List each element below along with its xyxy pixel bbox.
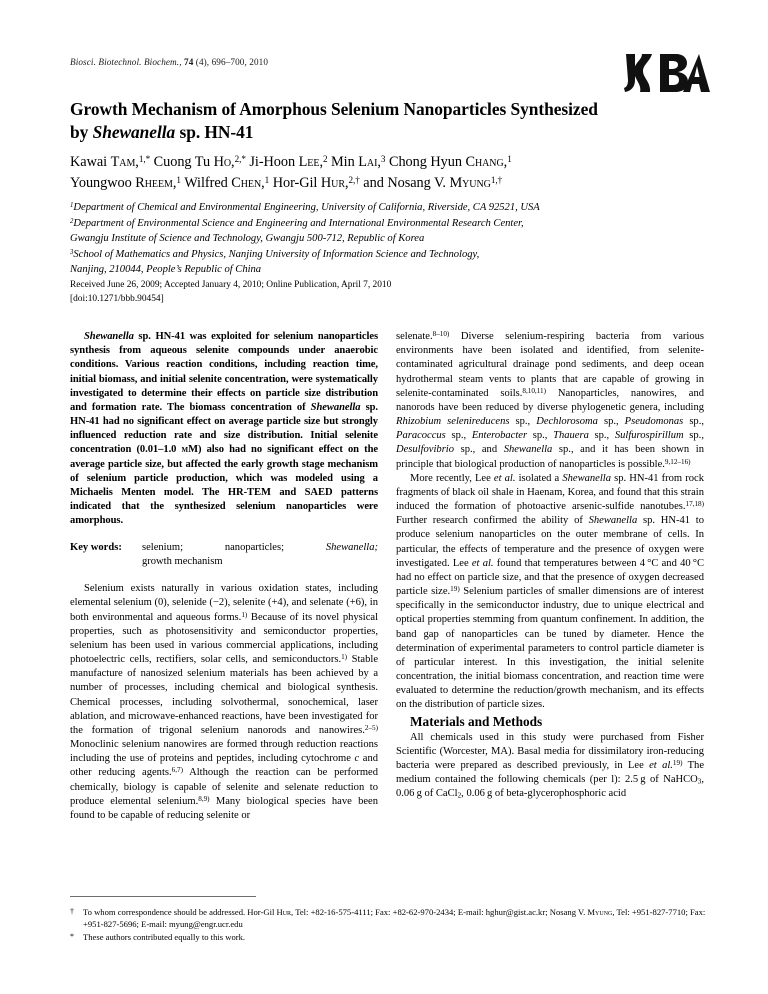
running-head-journal: Biosci. Biotechnol. Biochem., [70, 57, 182, 67]
title-line-2-suffix: sp. HN-41 [175, 121, 254, 142]
affiliation-2: $^2$Department of Environmental Science and Engineering and International Environmental Research Center, [70, 217, 524, 229]
footnote-separator [70, 896, 256, 897]
column-left [70, 330, 378, 823]
doi-line: [doi:10.1271/bbb.90454] [70, 294, 164, 305]
paragraph-methods-1: All chemicals used in this study were purchased from Fisher Scientific (Worcester, MA). Basal media for dissimilatory iron-reducing bacteria were prepared as described previously, in Lee et al.$^{19)}$ The medium contained the following chemicals (per l): 2.5 g of NaHCO$_3$, 0.06 g of CaCl$_2$, 0.06 g of beta-glycerophosphoric acid [396, 731, 705, 800]
paragraph-intro-1: Selenium exists naturally in various oxidation states, including elemental selenium (0), selenide (−2), selenite (+4), and selenate (+6), in both environmental and aqueous forms.$^{1)}$ Because of its novel physical properties, such as photosensitivity and semiconductor properties, selenium has been used in various commercial applications, including photoelectric cells, rectifiers, solar cells, and semiconductors.$^{1)}$ Stable manufacture of nanosized selenium materials has been achieved by a number of processes, including chemical and biological synthesis. Chemical processes, including solvothermal, sonochemical, laser ablation, and microwave-enhanced reactions, have been investigated for the formation of trigonal selenium nanorods and nanowires.$^{2-5)}$ Monoclinic selenium nanowires are formed through reduction reactions including the use of proteins and peptides, including cytochrome c and other reducing agents.$^{6,7)}$ Although the reaction can be performed chemically, biology is capable of selenite and selenate reduction to produce elemental selenium.$^{8,9)}$ Many biological species have been found to be capable of reducing selenite or [70, 583, 379, 821]
paragraph-intro-2: selenate.$^{8-10)}$ Diverse selenium-respiring bacteria from various environments have been isolated and identified, from selenite-contaminated agricultural drainage pond sediments, and deep ocean hydrothermal steam vents to plants that are capable of growing in selenite-contaminated soils.$^{8,10,11)}$ Nanoparticles, nanowires, and nanorods have been reduced by diverse phylogenetic genera, including Rhizobium selenireducens sp., Dechlorosoma sp., Pseudomonas sp., Paracoccus sp., Enterobacter sp., Thauera sp., Sulfurospirillum sp., Desulfovibrio sp., and Shewanella sp., and it has been shown in principle that biological production of nanoparticles is possible.$^{9,12-16)}$ [396, 330, 705, 470]
footnote-correspondence-text: To whom correspondence should be addressed. Hor-Gil Hur, Tel: +82-16-575-4111; Fax: +82-62-970-2434; E-mail: hghur@gist.ac.kr; Nosang V. Myung, Tel: +951-827-7710; Fax: +951-827-5696; E-mail: myung@engr.ucr.edu [83, 907, 706, 930]
affiliation-3b: Nanjing, 210044, People’s Republic of China [70, 264, 262, 276]
keyword-2: nanoparticles; [224, 541, 285, 553]
section-heading-materials-and-methods: Materials and Methods [410, 713, 543, 729]
footnote-equal-contribution [70, 931, 710, 943]
footnotes [70, 906, 710, 945]
title-line-2-prefix: by [70, 121, 93, 142]
abstract: Shewanella sp. HN-41 was exploited for selenium nanoparticles synthesis from aqueous selenite compounds under anaerobic conditions. Various reaction conditions, including reaction time, initial biomass, and initial selenite concentration, were systematically investigated to determine their effects on particle size distribution and formation rate. The biomass concentration of Shewanella sp. HN-41 had no significant effect on average particle size but strongly influenced reduction rate and size distribution. Initial selenite concentration (0.01–1.0 mM) also had no significant effect on the average particle size, but affected the early growth stage mechanism of selenium particle production, which was modeled using a Michaelis Menten model. The HR-TEM and SAED patterns indicated that the synthesized selenium nanoparticles were amorphous. [70, 331, 379, 527]
publication-dates [70, 278, 570, 307]
keywords [70, 541, 378, 569]
affiliation-1: $^1$Department of Chemical and Environmental Engineering, University of California, Riverside, CA 92521, USA [70, 201, 540, 213]
intro-left [70, 582, 378, 823]
keywords-line-2: growth mechanism [142, 556, 223, 568]
running-head-volume: 74 [184, 57, 194, 67]
keywords-label: Key words: [70, 541, 122, 553]
title-line-1: Growth Mechanism of Amorphous Selenium Nanoparticles Synthesized [70, 99, 598, 119]
author-list [70, 152, 715, 193]
jsba-logo [620, 52, 710, 94]
running-head [70, 57, 268, 67]
author-line-1: Kawai Tam,$^{1,*}$ Cuong Tu Ho,$^{2,*}$ Ji-Hoon Lee,$^2$ Min Lai,$^3$ Chong Hyun Chang,$^1$ [70, 153, 512, 170]
affiliation-2b: Gwangju Institute of Science and Technology, Gwangju 500-712, Republic of Korea [70, 233, 425, 245]
page-title [70, 98, 710, 143]
affiliation-3: $^3$School of Mathematics and Physics, Nanjing University of Information Science and Technology, [70, 248, 480, 260]
author-line-2: Youngwoo Rheem,$^1$ Wilfred Chen,$^1$ Hor-Gil Hur,$^{2,\dagger}$ and Nosang V. Myung$^{1,\dagger}$ [70, 174, 503, 191]
running-head-issue: (4), 696–700, 2010 [195, 57, 269, 67]
footnote-asterisk-mark: * [70, 932, 74, 942]
footnote-dagger-mark: † [70, 907, 74, 916]
paragraph-intro-3: More recently, Lee et al. isolated a Shewanella sp. HN-41 from rock fragments of black oil shale in Haenam, Korea, and found that this strain induced the formation of photoactive arsenic-sulfide nanotubes.$^{17,18)}$ Further research confirmed the ability of Shewanella sp. HN-41 to produce selenium nanoparticles on the outer membrane of cells. In particular, the effects of temperature and the presence of oxygen were investigated. Lee et al. found that temperatures between 4 °C and 40 °C had no effect on particle size, and that the presence of oxygen decreased particle size.$^{19)}$ Selenium particles of smaller dimensions are of interest specifically in the semiconductor industry, due to unique electrical and optical properties stemming from quantum confinement. In addition, the band gap of nanoparticles can be tuned by diameter. Hence the determination of experimental parameters to control particle diameter is of particular interest. In this investigation, the initial selenite concentration, the initial biomass concentration, and reaction time were evaluated to determine the reduction/growth mechanism, and its effects on the distribution of particle sizes. [396, 472, 704, 711]
footnote-equal-contribution-text: These authors contributed equally to this work. [83, 932, 246, 943]
column-right [396, 330, 704, 801]
keywords-line-1 [142, 541, 378, 555]
received-accepted-line: Received June 26, 2009; Accepted January 4, 2010; Online Publication, April 7, 2010 [70, 280, 392, 290]
keyword-1: selenium; [142, 541, 184, 553]
footnote-correspondence [70, 906, 710, 930]
affiliations [70, 200, 710, 278]
keywords-body [142, 541, 378, 569]
keyword-3: Shewanella; [325, 541, 378, 553]
title-organism: Shewanella [92, 121, 176, 142]
